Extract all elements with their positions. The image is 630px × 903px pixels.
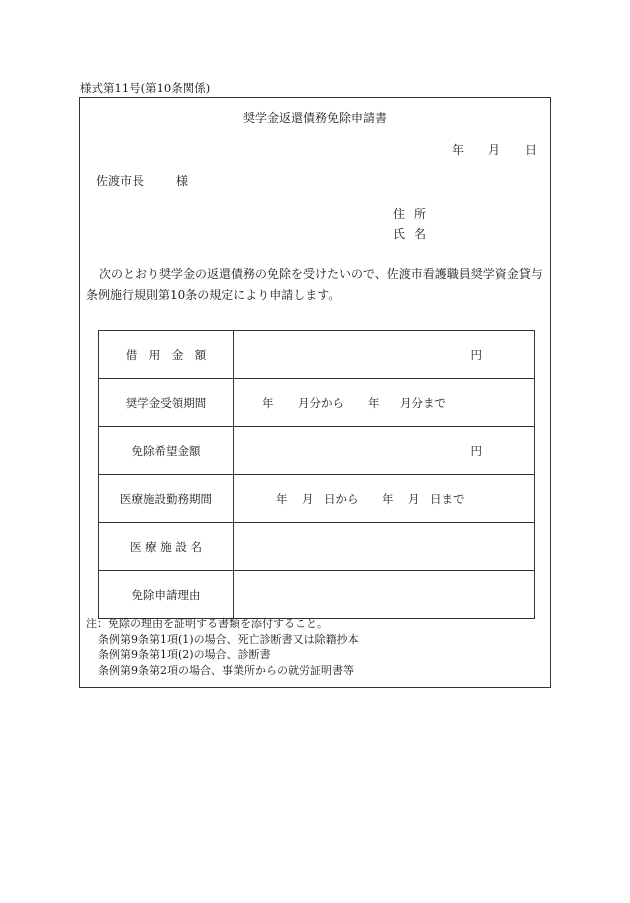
address-label: 住所 [393,207,436,221]
exemption-amount-field[interactable] [234,427,535,475]
date-year-label: 年 [452,143,465,157]
notes-heading: 注：免除の理由を証明する書類を添付すること。 [86,617,328,630]
facility-name-field[interactable] [234,523,535,571]
employment-month-to: 月 [408,491,420,506]
note-item: 条例第9条第1項(1)の場合、死亡診断書又は除籍抄本 [98,632,359,646]
employment-period-label: 医療施設勤務期間 [99,475,234,523]
employment-period-field[interactable] [234,475,535,523]
loan-amount-unit: 円 [470,347,482,362]
exemption-reason-label: 免除申請理由 [99,571,234,619]
employment-day-from: 日から [324,491,359,506]
receipt-period-label: 奨学金受領期間 [99,379,234,427]
table-row [99,331,535,379]
intro-text: 次のとおり奨学金の返還債務の免除を受けたいので、佐渡市看護職員奨学資金貸与条例施行規則第10条の規定により申請します。 [86,267,543,302]
table-row [99,571,535,619]
receipt-year-to: 年 [368,395,380,410]
date-month-label: 月 [488,143,501,157]
exemption-amount-unit: 円 [470,443,482,458]
employment-year-from: 年 [276,491,288,506]
employment-year-to: 年 [382,491,394,506]
addressee-suffix: 様 [176,174,189,188]
receipt-month-to: 月分まで [400,395,446,410]
note-item: 条例第9条第1項(2)の場合、診断書 [98,648,271,661]
receipt-year-from: 年 [262,395,274,410]
addressee [96,172,188,189]
form-number: 様式第11号(第10条関係) [80,81,211,95]
exemption-reason-field[interactable] [234,571,535,619]
notes [86,616,359,678]
table-row [99,523,535,571]
note-item: 条例第9条第2項の場合、事業所からの就労証明書等 [98,663,354,677]
addressee-name: 佐渡市長 [96,174,145,188]
employment-month-from: 月 [302,491,314,506]
employment-day-to: 日まで [430,491,465,506]
application-form [79,97,551,688]
loan-amount-label: 借 用 金 額 [99,331,234,379]
table-row [99,427,535,475]
table-row [99,379,535,427]
form-title: 奨学金返還債務免除申請書 [242,111,387,125]
application-table [98,330,535,619]
receipt-period-field[interactable] [234,379,535,427]
loan-amount-field[interactable] [234,331,535,379]
receipt-month-from: 月分から [298,395,344,410]
facility-name-label: 医 療 施 設 名 [99,523,234,571]
exemption-amount-label: 免除希望金額 [99,427,234,475]
date-day-label: 日 [525,143,538,157]
name-label: 氏名 [393,227,436,241]
table-row [99,475,535,523]
